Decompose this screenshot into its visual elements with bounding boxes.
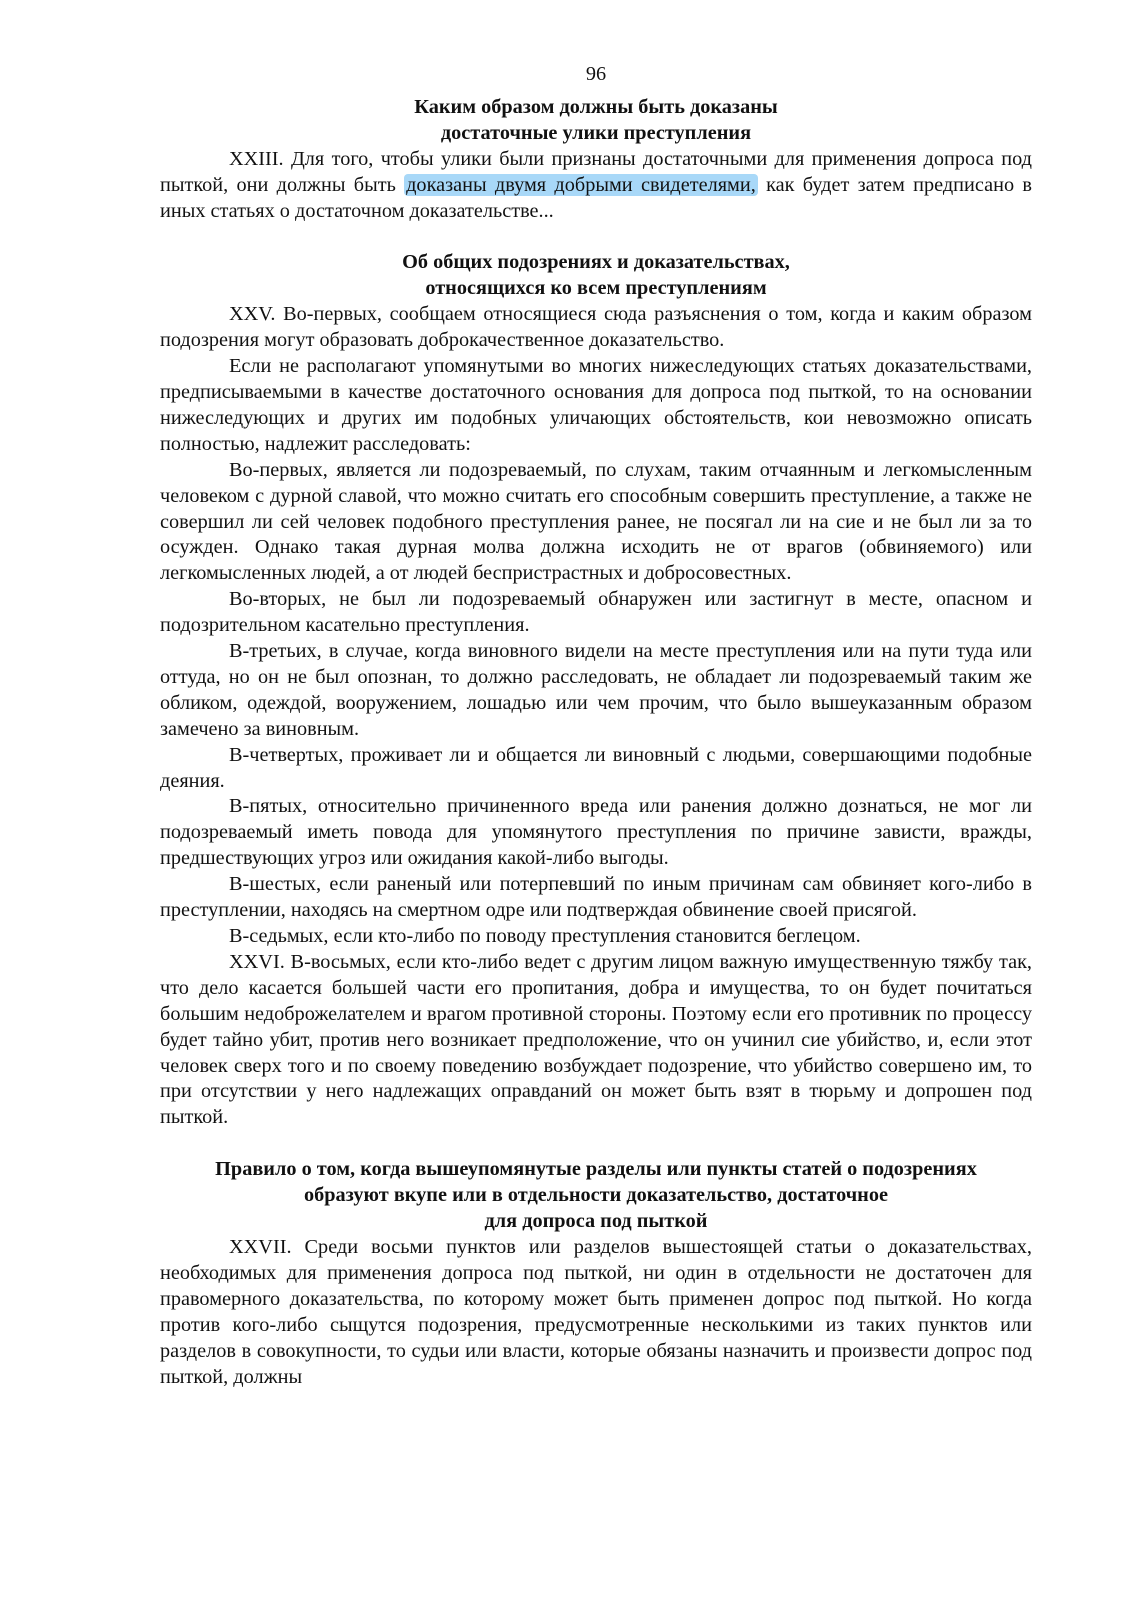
paragraph: XXV. Во-первых, сообщаем относящиеся сюда разъяснения о том, когда и каким образом подозрения могут образовать доброкачественное доказательство. bbox=[160, 303, 1032, 352]
paragraph-xxiii bbox=[160, 147, 1032, 225]
paragraph: Во-первых, является ли подозреваемый, по слухам, таким отчаянным и легкомысленным человеком с дурной славой, что можно считать его способным совершить преступление, а также не совершил ли сей человек подобного преступления ранее, не посягал ли на сие и не был ли за то осужден. Однако такая дурная молва должна исходить не от врагов (обвиняемого) или легкомысленных людей, а от людей беспристрастных и добросовестных. bbox=[160, 458, 1032, 585]
highlighted-text[interactable]: доказаны двумя добрыми свидетелями, bbox=[406, 173, 756, 196]
heading-line: для допроса под пыткой bbox=[484, 1210, 708, 1233]
paragraph: В-четвертых, проживает ли и общается ли виновный с людьми, совершающими подобные деяния. bbox=[160, 743, 1032, 792]
paragraph-text: XXIII. Для того, чтобы улики были признаны достаточными для применения допроса под пыткой, они должны быть bbox=[160, 147, 1032, 196]
section-heading-1 bbox=[160, 95, 1032, 147]
paragraph: Если не располагают упомянутыми во многих нижеследующих статьях доказательствами, предписываемыми в качестве достаточного основания для допроса под пыткой, то на основании нижеследующих и других им подобных уличающих обстоятельств, кои невозможно описать полностью, надлежит расследовать: bbox=[160, 355, 1032, 455]
paragraph: В-седьмых, если кто-либо по поводу преступления становится беглецом. bbox=[229, 925, 861, 947]
heading-line: достаточные улики преступления bbox=[440, 121, 752, 144]
paragraph: В-пятых, относительно причиненного вреда или ранения должно дознаться, не мог ли подозреваемый иметь повода для упомянутого преступления по причине зависти, вражды, предшествующих угроз или ожидания какой-либо выгоды. bbox=[160, 795, 1032, 870]
document-page bbox=[160, 62, 1032, 1390]
paragraph-text: как будет затем предписано в иных статьях о достаточном доказательстве... bbox=[160, 173, 1032, 222]
section-gap bbox=[160, 1131, 1032, 1157]
heading-line: относящихся ко всем преступлениям bbox=[425, 277, 767, 300]
section-heading-3 bbox=[160, 1157, 1032, 1235]
heading-line: Каким образом должны быть доказаны bbox=[414, 95, 778, 118]
heading-line: образуют вкупе или в отдельности доказательство, достаточное bbox=[303, 1184, 888, 1207]
paragraph: В-шестых, если раненый или потерпевший по иным причинам сам обвиняет кого-либо в преступлении, находясь на смертном одре или подтверждая обвинение своей присягой. bbox=[160, 873, 1032, 922]
paragraph: Во-вторых, не был ли подозреваемый обнаружен или застигнут в месте, опасном и подозрительном касательно преступления. bbox=[160, 588, 1032, 637]
page-number: 96 bbox=[585, 63, 607, 85]
paragraph: XXVII. Среди восьми пунктов или разделов вышестоящей статьи о доказательствах, необходимых для применения допроса под пыткой, ни один в отдельности не достаточен для правомерного доказательства, по которому может быть применен допрос под пыткой. Но когда против кого-либо сыщутся подозрения, предусмотренные несколькими из таких пунктов или разделов в совокупности, то судьи или власти, которые обязаны назначить и произвести допрос под пыткой, должны bbox=[160, 1235, 1032, 1388]
section-heading-2 bbox=[160, 250, 1032, 302]
paragraph: В-третьих, в случае, когда виновного видели на месте преступления или на пути туда или оттуда, но он не был опознан, то должно расследовать, не обладает ли подозреваемый таким же обликом, одеждой, вооружением, лошадью или чем прочим, что было вышеуказанным образом замечено за виновным. bbox=[160, 640, 1032, 740]
paragraph: XXVI. В-восьмых, если кто-либо ведет с другим лицом важную имущественную тяжбу так, что дело касается большей части его пропитания, добра и имущества, то он будет почитаться большим недоброжелателем и врагом противной стороны. Поэтому если его противник по процессу будет тайно убит, против него возникает предположение, что он учинил сие убийство, и, если этот человек сверх того и по своему поведению возбуждает подозрение, что убийство совершено им, то при отсутствии у него надлежащих оправданий он может быть взят в тюрьму и допрошен под пыткой. bbox=[160, 950, 1032, 1129]
heading-line: Об общих подозрениях и доказательствах, bbox=[402, 251, 790, 274]
section-gap bbox=[160, 224, 1032, 250]
heading-line: Правило о том, когда вышеупомянутые разделы или пункты статей о подозрениях bbox=[215, 1158, 977, 1181]
